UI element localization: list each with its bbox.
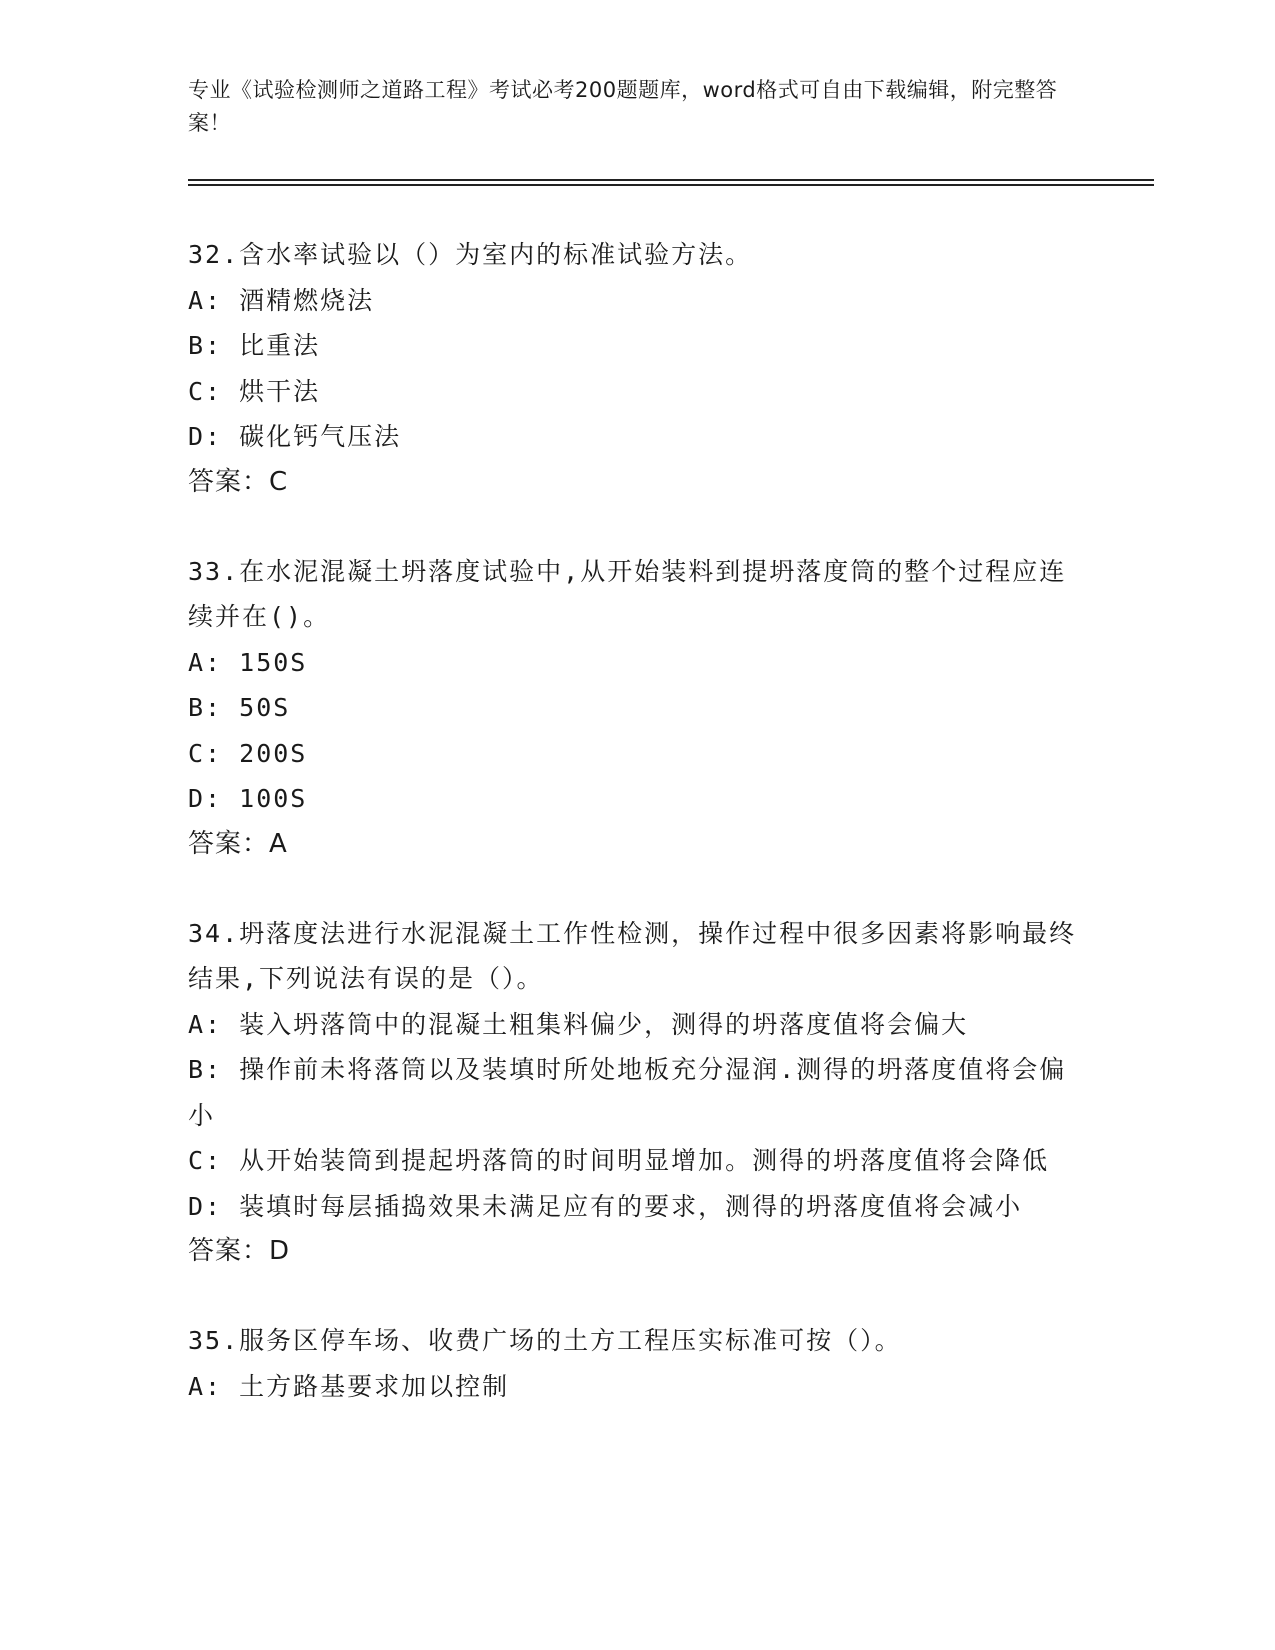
question-32 bbox=[188, 232, 1088, 505]
answer-line bbox=[188, 1229, 1088, 1274]
document-intro: 专业《试验检测师之道路工程》考试必考200题题库，word格式可自由下载编辑，附完整答案！ bbox=[188, 78, 1058, 135]
option-c: C: 烘干法 bbox=[188, 376, 321, 406]
question-stem: 32.含水率试验以（）为室内的标准试验方法。 bbox=[188, 240, 753, 269]
question-list bbox=[188, 232, 1088, 1453]
option-a: A: 酒精燃烧法 bbox=[188, 285, 375, 315]
option-d: D: 碳化钙气压法 bbox=[188, 422, 402, 451]
answer-value: A bbox=[269, 828, 288, 859]
answer-line bbox=[188, 460, 1088, 505]
option-c: C: 从开始装筒到提起坍落筒的时间明显增加。测得的坍落度值将会降低 bbox=[188, 1146, 1050, 1175]
option-c: C: 200S bbox=[188, 738, 308, 768]
answer-label: 答案： bbox=[188, 466, 270, 497]
question-35 bbox=[188, 1318, 1088, 1409]
answer-value: C bbox=[269, 466, 289, 497]
question-stem: 33.在水泥混凝土坍落度试验中,从开始装料到提坍落度筒的整个过程应连续并在()。 bbox=[188, 556, 1067, 631]
question-34 bbox=[188, 911, 1088, 1275]
option-b: B: 比重法 bbox=[188, 331, 321, 360]
option-a: A: 装入坍落筒中的混凝土粗集料偏少，测得的坍落度值将会偏大 bbox=[188, 1009, 969, 1039]
question-stem: 34.坍落度法进行水泥混凝土工作性检测，操作过程中很多因素将影响最终结果,下列说法有误的是（）。 bbox=[188, 918, 1077, 993]
answer-line bbox=[188, 822, 1088, 867]
option-d: D: 装填时每层插捣效果未满足应有的要求，测得的坍落度值将会减小 bbox=[188, 1191, 1023, 1221]
question-33 bbox=[188, 549, 1088, 867]
option-b: B: 50S bbox=[188, 693, 291, 722]
header-divider-bottom bbox=[188, 184, 1154, 186]
header-divider-top bbox=[188, 179, 1154, 181]
option-a: A: 土方路基要求加以控制 bbox=[188, 1371, 510, 1401]
answer-value: D bbox=[269, 1236, 291, 1266]
option-a: A: 150S bbox=[188, 647, 308, 677]
answer-label: 答案： bbox=[188, 828, 270, 859]
option-d: D: 100S bbox=[188, 784, 308, 813]
answer-label: 答案： bbox=[188, 1236, 270, 1266]
question-stem: 35.服务区停车场、收费广场的土方工程压实标准可按（）。 bbox=[188, 1326, 902, 1355]
option-b: B: 操作前未将落筒以及装填时所处地板充分湿润.测得的坍落度值将会偏小 bbox=[188, 1055, 1067, 1130]
